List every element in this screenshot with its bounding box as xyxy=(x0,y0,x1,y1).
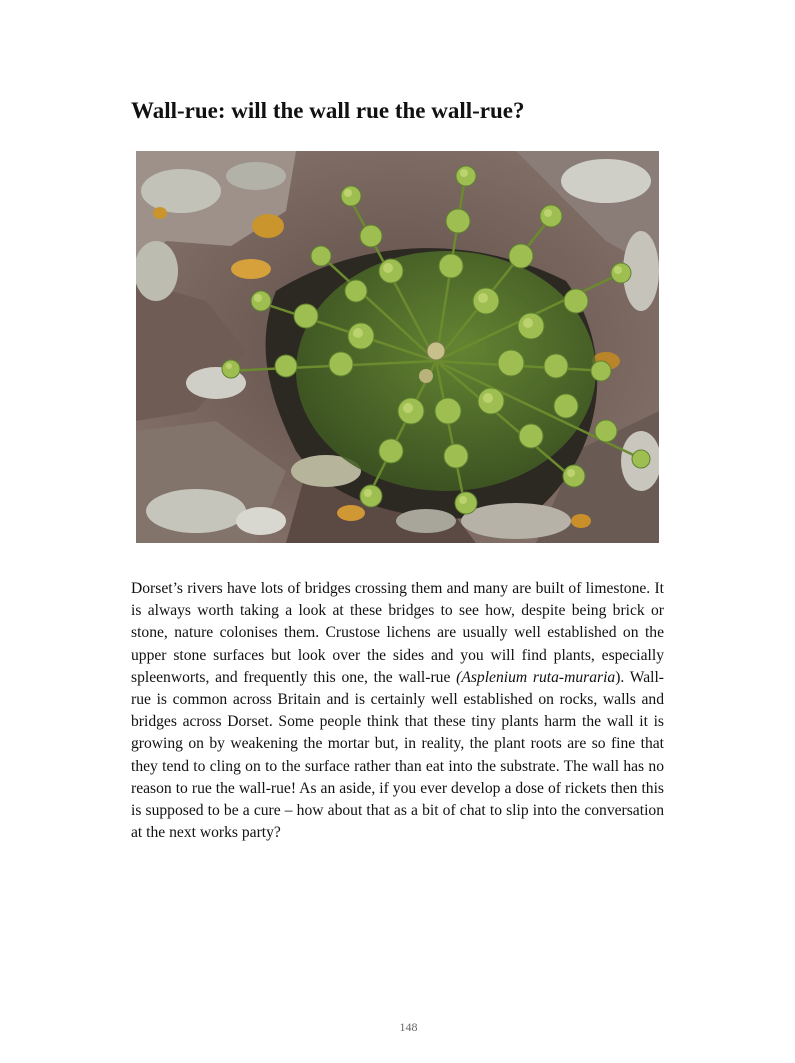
wall-rue-photo xyxy=(136,151,659,543)
page-title: Wall-rue: will the wall rue the wall-rue? xyxy=(131,98,525,123)
article-paragraph xyxy=(131,578,664,844)
article-text-end: ). Wall-rue is common across Britain and is certainly well established on rocks, walls and bridges across Dorset. Some people think that these tiny plants harm the wall it is growing on by weakening the mortar but, in reality, the plant roots are so fine that they tend to cling on to the surface rather than eat into the substrate. The wall has no reason to rue the wall-rue! As an aside, if you ever develop a dose of rickets then this is supposed to be a cure – how about that as a bit of chat to slip into the conversation at the next works party? xyxy=(131,668,665,842)
page-number: 148 xyxy=(399,1020,418,1034)
article-text-start: Dorset’s rivers have lots of bridges crossing them and many are built of limestone. It is always worth taking a look at these bridges to see how, despite being brick or stone, nature colonises them. Crustose lichens are usually well established on the upper stone surfaces but look over the sides and you will find plants, especially spleenworts, and frequently this one, the wall-rue xyxy=(131,580,664,686)
species-name: (Asplenium ruta-muraria xyxy=(456,668,616,686)
